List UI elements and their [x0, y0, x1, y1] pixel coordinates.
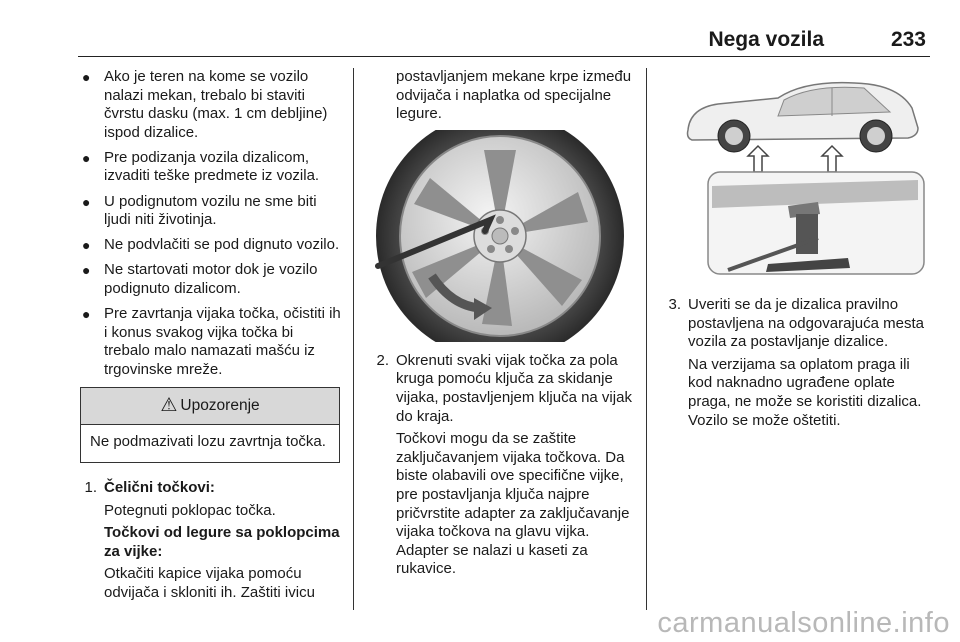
section-title: Nega vozila — [708, 28, 824, 51]
list-item: ● Ne startovati motor dok je vozilo podignuto dizalicom. — [82, 261, 318, 297]
step-number: 1. — [84, 479, 97, 496]
warning-box — [80, 387, 340, 463]
continued-text: postavljanjem mekane krpe između odvijača i naplatka od specijalne legure. — [396, 68, 632, 123]
list-item: ● Pre zavrtanja vijaka točka, očistiti ih i konus svakog vijka točka bi trebalo malo namazati mašću iz trgovinske mreže. — [82, 305, 341, 378]
warning-header — [81, 388, 339, 425]
warning-triangle-icon: ⚠ — [160, 395, 178, 417]
list-item: ● U podignutom vozilu ne sme biti ljudi niti životinja. — [82, 192, 317, 229]
column-3 — [664, 68, 930, 434]
step-2 — [372, 352, 636, 426]
step-number: 3. — [668, 296, 681, 313]
step-subtitle: Točkovi od legure sa poklopcima za vijke: — [104, 524, 340, 560]
bullet-dot-icon: ● — [82, 306, 91, 323]
step-text: Okrenuti svaki vijak točka za pola kruga pomoću ključa za skidanje vijaka, postavljenjem ključa na vijak do kraja. — [396, 351, 632, 425]
warning-text: Ne podmazivati lozu zavrtnja točka. — [90, 433, 326, 451]
column-1 — [80, 68, 342, 607]
page-header — [78, 24, 930, 57]
bullet-dot-icon: ● — [82, 69, 91, 85]
step-text: Uveriti se da je dizalica pravilno postavljena na odgovarajuća mesta vozila za postavljanje dizalice. — [688, 296, 924, 351]
step-text: Potegnuti poklopac točka. — [104, 501, 276, 519]
column-divider — [353, 68, 354, 610]
page-number: 233 — [890, 28, 926, 51]
step-title: Čelični točkovi: — [104, 479, 215, 496]
watermark: carmanualsonline.info — [657, 607, 950, 639]
wheel-illustration — [372, 130, 634, 342]
bullet-dot-icon: ● — [82, 149, 91, 166]
step-number: 2. — [376, 351, 389, 369]
list-item: ● Pre podizanja vozila dizalicom, izvaditi teške predmete iz vozila. — [82, 148, 320, 185]
step-3 — [664, 296, 930, 352]
bullet-dot-icon: ● — [82, 237, 91, 254]
step-1 — [80, 479, 342, 498]
step-note: Na verzijama sa oplatom praga ili kod naknadno ugrađene oplate praga, ne može se koristiti dizalica. Vozilo se može oštetiti. — [688, 355, 922, 429]
bullet-dot-icon: ● — [82, 193, 91, 210]
column-2 — [372, 68, 636, 583]
bullet-dot-icon: ● — [82, 262, 91, 279]
step-note: Točkovi mogu da se zaštite zaključavanjem vijaka točkova. Da biste olabavili ove specifične vijke, pre postavljanja ključa najpre pričvrstite adapter za zaključavanje vijaka točkova na glavu vijka. Adapter se nalazi u kaseti za rukavice. — [396, 430, 630, 578]
warning-title: Upozorenje — [180, 397, 260, 415]
step-text: Otkačiti kapice vijaka pomoću odvijača i skloniti ih. Zaštiti ivicu — [104, 565, 315, 601]
column-divider — [646, 68, 647, 610]
list-item: ● Ako je teren na kome se vozilo nalazi mekan, trebalo bi staviti čvrstu dasku (max. 1 cm debljine) ispod dizalice. — [82, 68, 328, 141]
jack-illustration — [668, 68, 930, 278]
list-item: ● Ne podvlačiti se pod dignuto vozilo. — [82, 236, 340, 254]
